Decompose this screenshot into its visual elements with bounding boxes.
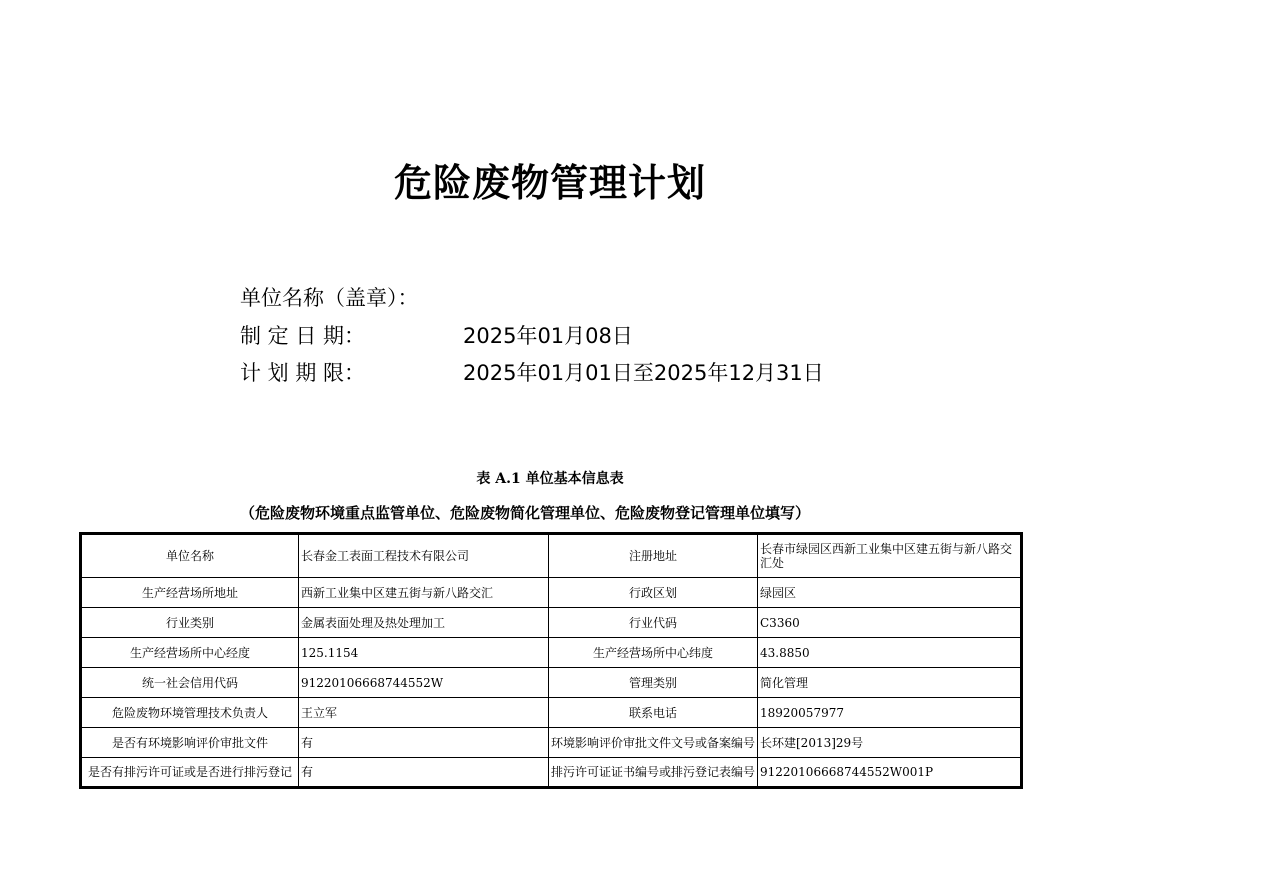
row-label: 管理类别 <box>549 668 758 698</box>
row-value: 18920057977 <box>758 698 1022 728</box>
table-row <box>81 698 1022 728</box>
row-value: 43.8850 <box>758 638 1022 668</box>
row-label: 生产经营场所地址 <box>81 578 299 608</box>
document-title: 危险废物管理计划 <box>394 161 707 205</box>
table-row <box>81 608 1022 638</box>
row-value: 长春金工表面工程技术有限公司 <box>299 534 549 578</box>
table-row <box>81 758 1022 788</box>
row-label: 单位名称 <box>81 534 299 578</box>
period-value: 2025年01月01日至2025年12月31日 <box>463 361 824 385</box>
table-subcaption: （危险废物环境重点监管单位、危险废物简化管理单位、危险废物登记管理单位填写） <box>240 504 811 522</box>
row-value: 西新工业集中区建五街与新八路交汇 <box>299 578 549 608</box>
row-label: 生产经营场所中心纬度 <box>549 638 758 668</box>
period-label: 计 划 期 限： <box>240 361 366 385</box>
row-label: 排污许可证证书编号或排污登记表编号 <box>549 758 758 788</box>
row-label: 行业类别 <box>81 608 299 638</box>
row-label: 统一社会信用代码 <box>81 668 299 698</box>
table-caption: 表 A.1 单位基本信息表 <box>476 471 624 487</box>
table-row <box>81 638 1022 668</box>
row-label: 生产经营场所中心经度 <box>81 638 299 668</box>
row-value: 长春市绿园区西新工业集中区建五街与新八路交汇处 <box>758 534 1022 578</box>
row-value: 91220106668744552W001P <box>758 758 1022 788</box>
row-value: 王立军 <box>299 698 549 728</box>
row-value: 有 <box>299 758 549 788</box>
table-row <box>81 578 1022 608</box>
date-value: 2025年01月08日 <box>463 324 633 348</box>
row-label: 联系电话 <box>549 698 758 728</box>
row-value: 长环建[2013]29号 <box>758 728 1022 758</box>
row-value: 金属表面处理及热处理加工 <box>299 608 549 638</box>
date-label: 制 定 日 期： <box>240 324 366 348</box>
row-value: C3360 <box>758 608 1022 638</box>
row-label: 注册地址 <box>549 534 758 578</box>
table-row <box>81 534 1022 578</box>
row-label: 是否有环境影响评价审批文件 <box>81 728 299 758</box>
unit-name-label: 单位名称（盖章）： <box>240 286 419 310</box>
unit-info-table <box>79 532 1023 789</box>
row-value: 91220106668744552W <box>299 668 549 698</box>
row-label: 行政区划 <box>549 578 758 608</box>
row-label: 危险废物环境管理技术负责人 <box>81 698 299 728</box>
row-label: 环境影响评价审批文件文号或备案编号 <box>549 728 758 758</box>
table-row <box>81 668 1022 698</box>
row-label: 是否有排污许可证或是否进行排污登记 <box>81 758 299 788</box>
row-value: 125.1154 <box>299 638 549 668</box>
row-value: 简化管理 <box>758 668 1022 698</box>
table-row <box>81 728 1022 758</box>
row-value: 有 <box>299 728 549 758</box>
row-value: 绿园区 <box>758 578 1022 608</box>
row-label: 行业代码 <box>549 608 758 638</box>
